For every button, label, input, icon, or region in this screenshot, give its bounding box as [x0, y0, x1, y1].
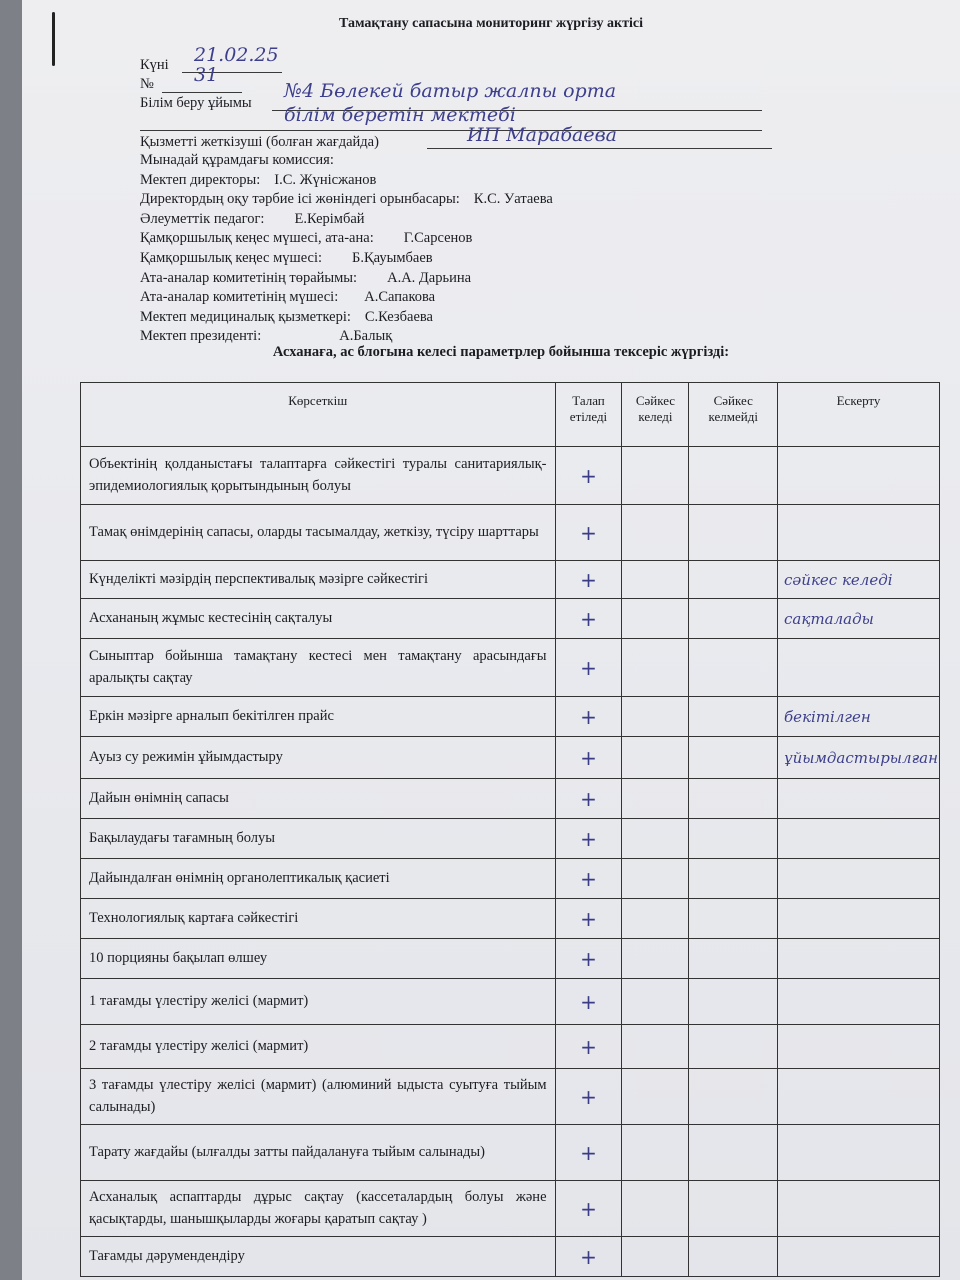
indicator-cell: Асхананың жұмыс кестесінің сақталуы [81, 599, 556, 639]
note-cell [778, 447, 940, 505]
required-mark: + [555, 939, 622, 979]
committee-list [140, 152, 553, 348]
indicator-cell: Күнделікті мәзірдің перспективалық мәзірге сәйкестігі [81, 561, 556, 599]
indicator-cell: 2 тағамды үлестіру желісі (мармит) [81, 1025, 556, 1069]
note-cell [778, 979, 940, 1025]
committee-member [140, 211, 553, 231]
indicator-cell: Тарату жағдайы (ылғалды затты пайдалануға тыйым салынады) [81, 1125, 556, 1181]
number-value: 31 [194, 64, 219, 86]
table-row [81, 505, 940, 561]
table-row [81, 1181, 940, 1237]
required-mark: + [555, 1181, 622, 1237]
note-cell [778, 1069, 940, 1125]
required-mark: + [555, 859, 622, 899]
school-value-line1: №4 Бөлекей батыр жалпы орта [284, 80, 617, 102]
table-row [81, 697, 940, 737]
required-mark: + [555, 697, 622, 737]
member-name: С.Кезбаева [364, 308, 433, 325]
committee-member [140, 172, 553, 192]
indicator-cell: Ауыз су режимін ұйымдастыру [81, 737, 556, 779]
committee-member [140, 230, 553, 250]
note-cell [778, 639, 940, 697]
indicator-cell: Сыныптар бойынша тамақтану кестесі мен тамақтану арасындағы аралықты сақтау [81, 639, 556, 697]
noncompliant-cell [689, 447, 778, 505]
committee-member [140, 270, 553, 290]
compliant-cell [622, 1125, 689, 1181]
noncompliant-cell [689, 779, 778, 819]
noncompliant-cell [689, 939, 778, 979]
note-cell [778, 899, 940, 939]
noncompliant-cell [689, 1025, 778, 1069]
compliant-cell [622, 1069, 689, 1125]
school-value-line2: білім беретін мектебі [284, 104, 516, 126]
noncompliant-cell [689, 819, 778, 859]
table-row [81, 599, 940, 639]
header-indicator: Көрсеткіш [81, 383, 556, 447]
note-cell: сәйкес келеді [778, 561, 940, 599]
committee-member [140, 250, 553, 270]
number-label: № [140, 76, 154, 92]
member-name: І.С. Жүнісжанов [274, 171, 377, 188]
required-mark: + [555, 819, 622, 859]
note-cell [778, 939, 940, 979]
noncompliant-cell [689, 1237, 778, 1277]
document-sheet [22, 0, 960, 1280]
indicator-cell: Еркін мәзірге арналып бекітілген прайс [81, 697, 556, 737]
member-role: Ата-аналар комитетінің мүшесі: [140, 289, 339, 306]
compliant-cell [622, 779, 689, 819]
noncompliant-cell [689, 899, 778, 939]
required-mark: + [555, 899, 622, 939]
indicator-cell: Тағамды дәрумендендіру [81, 1237, 556, 1277]
note-cell [778, 1025, 940, 1069]
required-mark: + [555, 1069, 622, 1125]
compliant-cell [622, 561, 689, 599]
note-cell: сақталады [778, 599, 940, 639]
noncompliant-cell [689, 505, 778, 561]
indicator-cell: 10 порцияны бақылап өлшеу [81, 939, 556, 979]
indicator-cell: Тамақ өнімдерінің сапасы, оларды тасымалдау, жеткізу, түсіру шарттары [81, 505, 556, 561]
required-mark: + [555, 1125, 622, 1181]
compliant-cell [622, 1025, 689, 1069]
table-row [81, 979, 940, 1025]
indicator-cell: Технологиялық картаға сәйкестігі [81, 899, 556, 939]
document-title: Тамақтану сапасына мониторинг жүргізу актісі [339, 16, 643, 31]
school-label: Білім беру ұйымы [140, 95, 252, 111]
note-cell [778, 505, 940, 561]
required-mark: + [555, 561, 622, 599]
compliant-cell [622, 939, 689, 979]
table-row [81, 859, 940, 899]
required-mark: + [555, 1025, 622, 1069]
compliant-cell [622, 697, 689, 737]
indicator-cell: Асханалық аспаптарды дұрыс сақтау (кассеталардың болуы және қасықтарды, шанышқыларды жоғары қаратып сақтау ) [81, 1181, 556, 1237]
table-row [81, 779, 940, 819]
compliant-cell [622, 599, 689, 639]
member-role: Мектеп президенті: [140, 328, 262, 345]
compliant-cell [622, 505, 689, 561]
indicator-cell: Объектінің қолданыстағы талаптарға сәйкестігі туралы санитариялық-эпидемиологиялық қорытындының болуы [81, 447, 556, 505]
noncompliant-cell [689, 561, 778, 599]
member-role: Ата-аналар комитетінің төрайымы: [140, 269, 358, 286]
note-cell [778, 779, 940, 819]
table-row [81, 899, 940, 939]
table-row [81, 561, 940, 599]
noncompliant-cell [689, 697, 778, 737]
table-row [81, 737, 940, 779]
member-role: Мектеп директоры: [140, 171, 261, 188]
inspection-table [80, 382, 940, 1277]
noncompliant-cell [689, 979, 778, 1025]
date-value: 21.02.25 [194, 44, 279, 66]
noncompliant-cell [689, 639, 778, 697]
committee-member [140, 191, 553, 211]
table-row [81, 447, 940, 505]
member-name: К.С. Уатаева [473, 191, 553, 208]
note-cell [778, 1125, 940, 1181]
table-row [81, 819, 940, 859]
compliant-cell [622, 447, 689, 505]
note-cell: бекітілген [778, 697, 940, 737]
table-row [81, 939, 940, 979]
table-row [81, 639, 940, 697]
compliant-cell [622, 1237, 689, 1277]
member-role: Қамқоршылық кеңес мүшесі, ата-ана: [140, 230, 374, 247]
compliant-cell [622, 737, 689, 779]
compliant-cell [622, 639, 689, 697]
compliant-cell [622, 819, 689, 859]
noncompliant-cell [689, 859, 778, 899]
committee-member [140, 309, 553, 329]
noncompliant-cell [689, 737, 778, 779]
member-role: Мектеп медициналық қызметкері: [140, 308, 351, 325]
note-cell [778, 1181, 940, 1237]
required-mark: + [555, 599, 622, 639]
table-row [81, 1125, 940, 1181]
member-name: А.Балық [339, 328, 393, 345]
table-header-row [81, 383, 940, 447]
note-cell [778, 1237, 940, 1277]
member-name: А.Сапакова [364, 289, 436, 306]
member-name: Е.Керімбай [294, 210, 365, 227]
required-mark: + [555, 447, 622, 505]
committee-member [140, 289, 553, 309]
table-subtitle: Асханаға, ас блогына келесі параметрлер бойынша тексеріс жүргізді: [272, 344, 730, 360]
member-role: Әлеуметтік педагог: [140, 210, 265, 227]
supplier-value: ИП Марабаева [467, 124, 618, 146]
header-required: Талап етіледі [555, 383, 622, 447]
required-mark: + [555, 639, 622, 697]
indicator-cell: Бақылаудағы тағамның болуы [81, 819, 556, 859]
required-mark: + [555, 505, 622, 561]
indicator-cell: Дайындалған өнімнің органолептикалық қасиеті [81, 859, 556, 899]
noncompliant-cell [689, 1181, 778, 1237]
required-mark: + [555, 737, 622, 779]
note-cell: ұйымдастырылған [778, 737, 940, 779]
supplier-label: Қызметті жеткізуші (болған жағдайда) [140, 134, 379, 150]
indicator-cell: Дайын өнімнің сапасы [81, 779, 556, 819]
noncompliant-cell [689, 1069, 778, 1125]
required-mark: + [555, 779, 622, 819]
indicator-cell: 1 тағамды үлестіру желісі (мармит) [81, 979, 556, 1025]
compliant-cell [622, 979, 689, 1025]
supplier-underline [427, 148, 772, 149]
number-underline [162, 92, 242, 93]
compliant-cell [622, 1181, 689, 1237]
noncompliant-cell [689, 599, 778, 639]
school-underline-2 [140, 130, 762, 131]
member-name: Г.Сарсенов [403, 230, 473, 247]
member-role: Қамқоршылық кеңес мүшесі: [140, 249, 323, 266]
table-row [81, 1069, 940, 1125]
required-mark: + [555, 1237, 622, 1277]
header-note: Ескерту [778, 383, 940, 447]
table-row [81, 1237, 940, 1277]
note-cell [778, 859, 940, 899]
header-compliant: Сәйкес келеді [622, 383, 689, 447]
member-name: Б.Қауымбаев [352, 249, 433, 266]
member-name: А.А. Дарьина [387, 269, 472, 286]
committee-intro: Мынадай құрамдағы комиссия: [140, 152, 334, 168]
date-label: Күні [140, 57, 169, 73]
header-noncompliant: Сәйкес келмейді [689, 383, 778, 447]
noncompliant-cell [689, 1125, 778, 1181]
indicator-cell: 3 тағамды үлестіру желісі (мармит) (алюминий ыдыста суытуға тыйым салынады) [81, 1069, 556, 1125]
compliant-cell [622, 899, 689, 939]
note-cell [778, 819, 940, 859]
member-role: Директордың оқу тәрбие ісі жөніндегі орынбасары: [140, 191, 460, 208]
table-row [81, 1025, 940, 1069]
compliant-cell [622, 859, 689, 899]
required-mark: + [555, 979, 622, 1025]
